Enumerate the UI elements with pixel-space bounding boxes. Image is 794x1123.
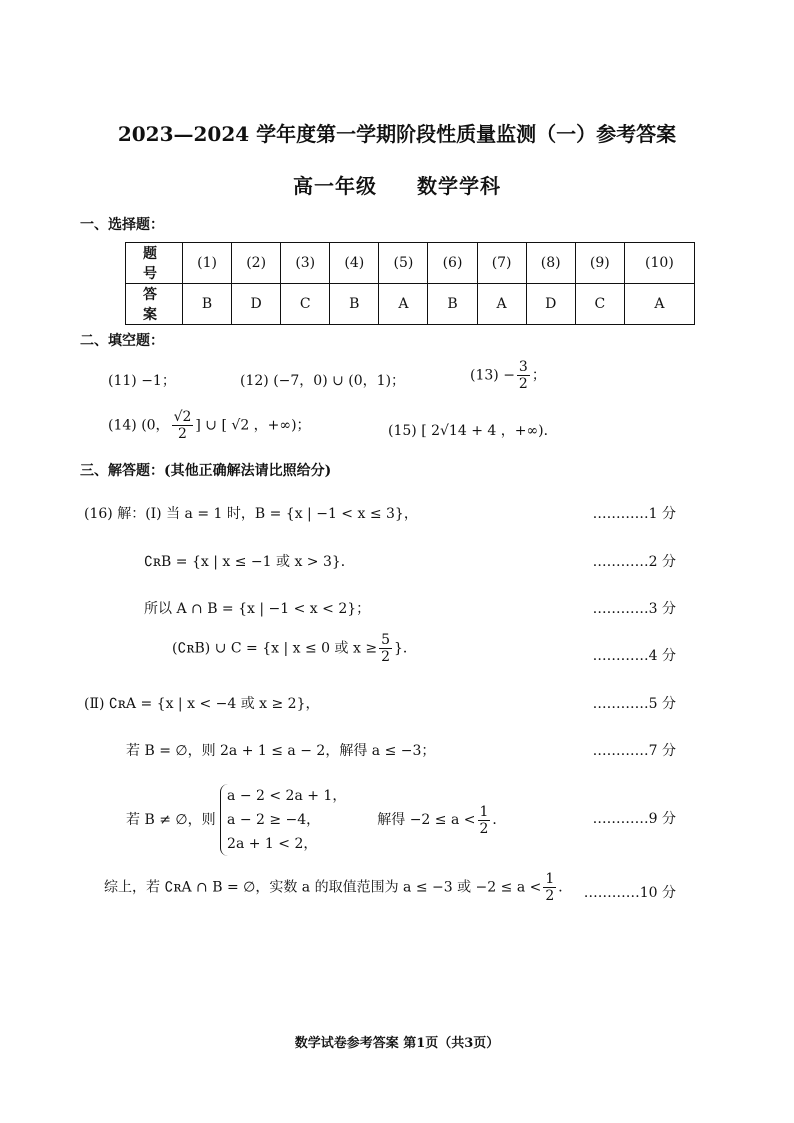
answer-cell: D [232,284,281,325]
answer-q15: (15) [ 2√14 + 4 ，+∞)． [388,423,558,439]
answer-cell: B [330,284,379,325]
section-choice-heading: 一、选择题： [80,217,164,233]
line4-prefix: (∁ʀB) ∪ C = {x | x ≤ 0 或 x ≥ [172,640,378,657]
question-number: (1) [183,243,232,284]
line7-fraction [478,805,491,836]
question-number: (10) [624,243,694,284]
answer-cell: D [526,284,575,325]
row-label-number: 题 号 [126,243,183,284]
page-footer: 数学试卷参考答案 第1页（共3页） [294,1036,500,1051]
q13-denominator: 2 [518,376,528,392]
line8-numerator: 1 [545,871,555,887]
answer-cell: B [428,284,477,325]
answer-cell: C [575,284,624,325]
question-number: (2) [232,243,281,284]
question-number: (5) [379,243,428,284]
line4-fraction [379,633,392,664]
line4-numerator: 5 [381,632,390,648]
question-number: (8) [526,243,575,284]
page-title: 2023—2024 学年度第一学期阶段性质量监测（一）参考答案 [117,122,677,146]
line7-numerator: 1 [479,803,489,820]
answer-q12: (12) (−7，0) ∪ (0，1)； [240,373,406,389]
inequality-system [220,784,346,856]
score-4: …………4 分 [592,648,676,664]
answer-table-number-row [126,243,695,284]
score-6: …………7 分 [592,743,676,759]
row-label-answer: 答 案 [126,284,183,325]
q16-line-7 [126,784,506,856]
score-7: …………9 分 [592,811,676,827]
question-number: (7) [477,243,526,284]
line7-suffix: ． [492,812,507,828]
answer-q13 [470,360,546,391]
answer-cell: C [281,284,330,325]
answer-cell: B [183,284,232,325]
line4-suffix: }． [393,640,417,657]
line7-prefix: 若 B ≠ ∅，则 [126,812,216,828]
section-fill-heading: 二、填空题： [80,333,164,349]
answer-table [125,242,695,325]
answer-table-answer-row [126,284,695,325]
q16-line-5: (Ⅱ) ∁ʀA = {x | x < −4 或 x ≥ 2}， [84,696,320,712]
q14-fraction [172,410,194,441]
answer-cell: A [477,284,526,325]
answer-q14 [108,410,311,441]
line7-mid: 解得 −2 ≤ a < [377,812,476,828]
q13-suffix: ； [531,367,546,384]
line8-prefix: 综上，若 ∁ʀA ∩ B = ∅，实数 a 的取值范围为 a ≤ −3 或 −2 ≤ a < [104,879,542,896]
score-8: …………10 分 [583,885,676,901]
q13-fraction [517,360,530,391]
q14-prefix: (14) (0， [108,417,170,434]
q16-line-2: ∁ʀB = {x | x ≤ −1 或 x > 3}． [144,554,355,570]
q14-numerator: √2 [173,409,192,425]
q16-line-4 [172,633,417,664]
q14-denominator: 2 [178,426,187,442]
line8-suffix: ． [558,879,573,896]
question-number: (6) [428,243,477,284]
system-row-3: 2a + 1 < 2， [227,836,318,852]
q13-prefix: (13) − [470,367,515,384]
line8-denominator: 2 [545,888,555,904]
section-solve-heading: 三、解答题：(其他正确解法请比照给分) [80,463,332,479]
grade-label: 高一年级 [293,174,377,198]
system-row-2: a − 2 ≥ −4， [227,812,321,828]
line4-denominator: 2 [381,649,390,665]
answer-q11: (11) −1； [108,373,176,389]
question-number: (4) [330,243,379,284]
q13-numerator: 3 [518,359,528,375]
q16-line-8 [104,872,572,903]
q16-line-6: 若 B = ∅，则 2a + 1 ≤ a − 2，解得 a ≤ −3； [126,743,436,759]
page-subtitle [0,170,794,199]
score-3: …………3 分 [592,601,676,617]
score-5: …………5 分 [592,696,676,712]
question-number: (3) [281,243,330,284]
answer-cell: A [379,284,428,325]
system-row-1: a − 2 < 2a + 1， [227,788,347,804]
question-number: (9) [575,243,624,284]
score-2: …………2 分 [592,554,676,570]
answer-cell: A [624,284,694,325]
line7-denominator: 2 [479,820,489,837]
subject-label: 数学学科 [417,174,501,198]
q16-line-3: 所以 A ∩ B = {x | −1 < x < 2}； [144,601,371,617]
q14-suffix: ] ∪ [ √2 ，+∞)； [195,417,311,434]
q16-line-1: (16) 解：(Ⅰ) 当 a = 1 时，B = {x | −1 < x ≤ 3}， [84,506,418,522]
line8-fraction [543,872,556,903]
score-1: …………1 分 [592,506,676,522]
